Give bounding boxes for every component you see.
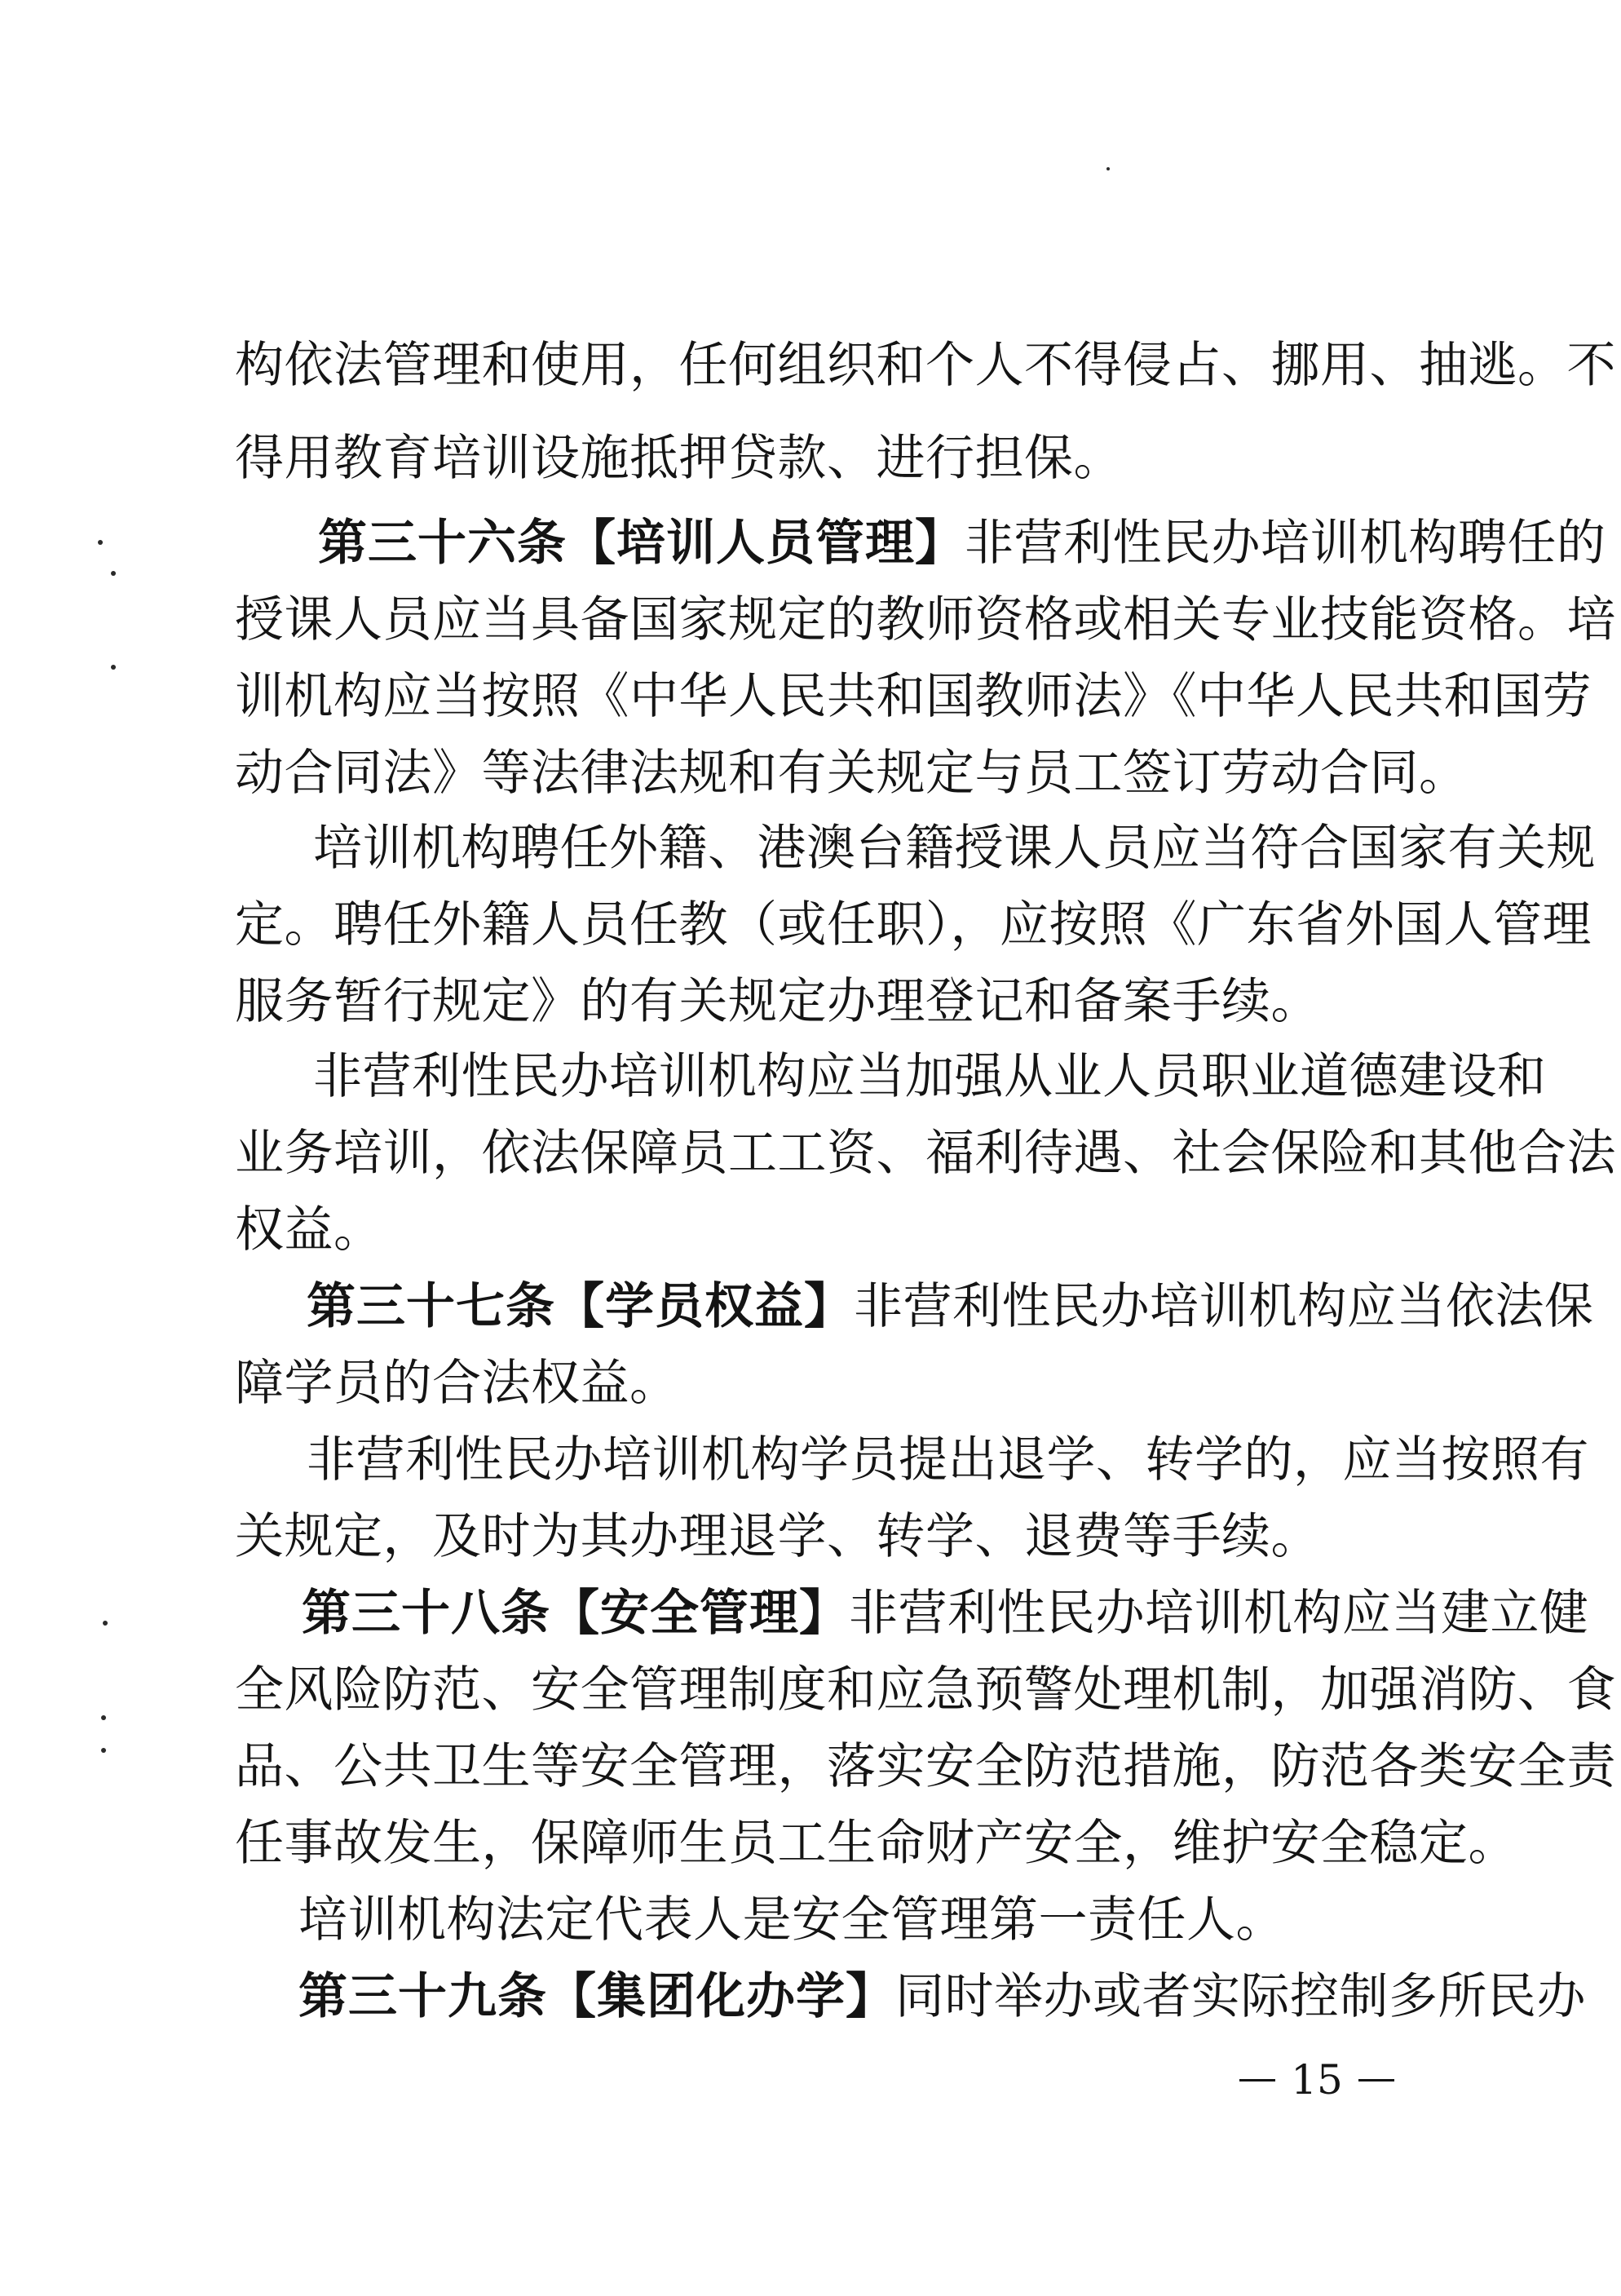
text-line: 关规定，及时为其办理退学、转学、退费等手续。 [235, 1508, 1320, 1565]
scan-speck [103, 1621, 108, 1626]
text-line: 定。聘任外籍人员任教（或任职），应按照《广东省外国人管理 [235, 896, 1592, 953]
text-line: 动合同法》等法律法规和有关规定与员工签订劳动合同。 [235, 745, 1469, 802]
text-line: 培训机构法定代表人是安全管理第一责任人。 [298, 1891, 1285, 1949]
text-run: 非营利性民办培训机构聘任的 [965, 515, 1606, 572]
text-line: 任事故发生，保障师生员工生命财产安全，维护安全稳定。 [235, 1815, 1517, 1872]
article-heading: 第三十八条【安全管理】 [302, 1585, 849, 1642]
article-36 [318, 515, 1606, 572]
article-39 [298, 1968, 1586, 2025]
article-heading: 第三十七条【学员权益】 [307, 1278, 854, 1335]
text-line: 品、公共卫生等安全管理，落实安全防范措施，防范各类安全责 [235, 1738, 1616, 1795]
article-heading: 第三十六条【培训人员管理】 [318, 515, 965, 572]
text-line: 全风险防范、安全管理制度和应急预警处理机制，加强消防、食 [235, 1661, 1616, 1719]
article-37 [307, 1278, 1594, 1335]
scan-speck [101, 1748, 106, 1753]
article-heading: 第三十九条【集团化办学】 [298, 1968, 895, 2025]
page-number: 15 [1291, 2056, 1343, 2104]
scan-speck [98, 540, 103, 545]
scan-speck [101, 1715, 106, 1720]
scan-speck [1106, 167, 1110, 170]
footer-dash [1358, 2079, 1394, 2081]
text-line: 服务暂行规定》的有关规定办理登记和备案手续。 [235, 973, 1320, 1030]
text-run: 非营利性民办培训机构应当建立健 [849, 1585, 1589, 1642]
text-line: 业务培训，依法保障员工工资、福利待遇、社会保险和其他合法 [235, 1125, 1616, 1182]
article-38 [302, 1585, 1589, 1642]
text-line: 障学员的合法权益。 [235, 1355, 679, 1412]
text-line: 训机构应当按照《中华人民共和国教师法》《中华人民共和国劳 [235, 668, 1592, 725]
text-run: 同时举办或者实际控制多所民办 [895, 1968, 1586, 2025]
text-line: 构依法管理和使用，任何组织和个人不得侵占、挪用、抽逃。不 [235, 337, 1616, 394]
scan-speck [111, 571, 116, 576]
text-run: 非营利性民办培训机构应当依法保 [854, 1278, 1594, 1335]
scan-speck [111, 665, 116, 670]
text-line: 培训机构聘任外籍、港澳台籍授课人员应当符合国家有关规 [313, 820, 1596, 877]
text-line: 非营利性民办培训机构学员提出退学、转学的，应当按照有 [307, 1431, 1589, 1489]
text-line: 权益。 [235, 1201, 383, 1259]
text-line: 授课人员应当具备国家规定的教师资格或相关专业技能资格。培 [235, 591, 1616, 648]
text-line: 得用教育培训设施抵押贷款、进行担保。 [235, 430, 1123, 487]
page-footer [1239, 2055, 1394, 2104]
text-line: 非营利性民办培训机构应当加强从业人员职业道德建设和 [313, 1048, 1547, 1105]
